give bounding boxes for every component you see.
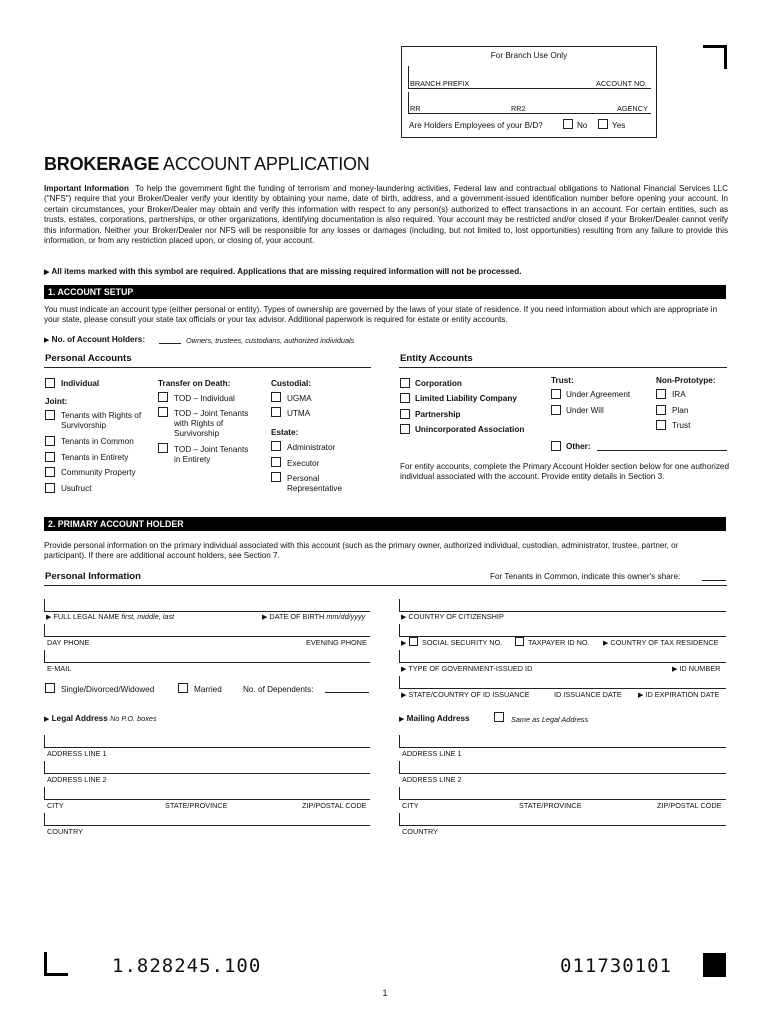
no-label: No bbox=[577, 121, 588, 130]
other-label: Other: bbox=[566, 442, 591, 451]
required-marker-icon: ▶ bbox=[44, 337, 50, 344]
legal-city-label[interactable]: CITY bbox=[47, 801, 64, 810]
legal-zip-label[interactable]: ZIP/POSTAL CODE bbox=[302, 801, 367, 810]
usufruct-label: Usufruct bbox=[61, 484, 92, 493]
community-property-checkbox[interactable] bbox=[45, 467, 55, 477]
plan-label: Plan bbox=[672, 406, 689, 415]
single-divorced-widowed-checkbox[interactable] bbox=[45, 683, 55, 693]
id-issuance-state-label: STATE/COUNTRY OF ID ISSUANCE bbox=[408, 690, 530, 699]
individual-label: Individual bbox=[61, 379, 100, 388]
personal-representative-checkbox[interactable] bbox=[271, 472, 281, 482]
administrator-checkbox[interactable] bbox=[271, 441, 281, 451]
id-number-label: ID NUMBER bbox=[679, 664, 721, 673]
ssn-field[interactable] bbox=[401, 638, 406, 648]
plan-checkbox[interactable] bbox=[656, 405, 666, 415]
id-number-field[interactable] bbox=[672, 664, 720, 674]
id-type-field[interactable] bbox=[401, 664, 532, 674]
important-information bbox=[44, 184, 728, 246]
country-of-citizenship-label: COUNTRY OF CITIZENSHIP bbox=[408, 612, 504, 621]
page-title-rest: ACCOUNT APPLICATION bbox=[159, 154, 370, 174]
required-marker-icon: ▶ bbox=[401, 614, 407, 621]
required-marker-icon: ▶ bbox=[401, 640, 407, 647]
individual-checkbox[interactable] bbox=[45, 378, 55, 388]
estate-label: Estate: bbox=[271, 428, 299, 437]
tod-joint-entirety-label: TOD – Joint Tenants in Entirety bbox=[174, 445, 249, 464]
required-marker-icon: ▶ bbox=[638, 692, 644, 699]
under-will-label: Under Will bbox=[566, 406, 604, 415]
id-expiration-date-field[interactable] bbox=[638, 690, 719, 700]
administrator-label: Administrator bbox=[287, 443, 336, 452]
partnership-checkbox[interactable] bbox=[400, 409, 410, 419]
required-marker-icon: ▶ bbox=[44, 269, 50, 276]
unincorporated-association-label: Unincorporated Association bbox=[415, 425, 525, 434]
tenants-in-entirety-label: Tenants in Entirety bbox=[61, 453, 129, 462]
holders-employees-no-checkbox[interactable] bbox=[563, 119, 573, 129]
required-marker-icon: ▶ bbox=[46, 614, 52, 621]
registration-mark bbox=[703, 953, 726, 977]
required-marker-icon: ▶ bbox=[44, 716, 50, 723]
email-label[interactable]: E-MAIL bbox=[47, 664, 72, 673]
same-as-legal-checkbox[interactable] bbox=[494, 712, 504, 722]
date-of-birth-hint: mm/dd/yyyy bbox=[326, 612, 366, 621]
important-text: To help the government fight the funding of terrorism and money-laundering activities, Federal law and contractual obligations to National Financial Services LLC ("NFS") require that your Broker/Dealer verify your identity by obtaining your name, date of birth, address, and a government-issued identification number before opening your account. In certain circumstances, your Broker/Dealer may obtain and verify this information with respect to any person(s) authorized to effect transactions in an account. For certain entities, such as trusts, estates, corporations, partnerships, or other organizations, identifying documentation is also required. Your account may be restricted and/or closed if your Broker/Dealer cannot verify this information. Neither your Broker/Dealer nor NFS will be responsible for any losses or damages (including, but not limited to, lost opportunities) resulting from any failure to provide this information, or from any restriction placed upon, or closing of, your account. bbox=[44, 184, 728, 246]
transfer-on-death-label: Transfer on Death: bbox=[158, 379, 231, 388]
joint-label: Joint: bbox=[45, 397, 68, 406]
personal-information-title: Personal Information bbox=[45, 571, 141, 582]
tod-joint-rights-checkbox[interactable] bbox=[158, 407, 168, 417]
id-issuance-state-field[interactable] bbox=[401, 690, 530, 700]
page-number: 1 bbox=[382, 988, 388, 998]
required-marker-icon: ▶ bbox=[603, 640, 609, 647]
account-holders-input[interactable] bbox=[159, 343, 181, 344]
date-of-birth-label: DATE OF BIRTH bbox=[269, 612, 325, 621]
country-tax-residence-label: COUNTRY OF TAX RESIDENCE bbox=[610, 638, 719, 647]
account-holders-note: Owners, trustees, custodians, authorized individuals bbox=[186, 336, 355, 345]
mailing-address-label: Mailing Address bbox=[406, 714, 470, 723]
usufruct-checkbox[interactable] bbox=[45, 483, 55, 493]
required-marker-icon: ▶ bbox=[399, 716, 405, 723]
ira-checkbox[interactable] bbox=[656, 389, 666, 399]
corner-mark-bottom-left bbox=[44, 952, 68, 976]
required-note-text: All items marked with this symbol are required. Applications that are missing required information will not be processed. bbox=[51, 267, 522, 276]
other-checkbox[interactable] bbox=[551, 441, 561, 451]
ira-label: IRA bbox=[672, 390, 686, 399]
same-as-legal-label: Same as Legal Address bbox=[511, 715, 589, 724]
id-type-label: TYPE OF GOVERNMENT-ISSUED ID bbox=[408, 664, 533, 673]
section1-intro: You must indicate an account type (either personal or entity). Types of ownership are governed by the laws of your state of residence. If you need information about which are appropriate in your state, please consult your state tax officials or your tax advisor. Additional paperwork is required for estate or entity accounts. bbox=[44, 305, 718, 325]
rr2-label: RR2 bbox=[511, 104, 526, 113]
ugma-checkbox[interactable] bbox=[271, 392, 281, 402]
tenants-rights-survivorship-checkbox[interactable] bbox=[45, 410, 55, 420]
personal-accounts-title: Personal Accounts bbox=[45, 353, 132, 364]
legal-address-line2-label[interactable]: ADDRESS LINE 2 bbox=[47, 775, 107, 784]
under-will-checkbox[interactable] bbox=[551, 405, 561, 415]
dependents-input[interactable] bbox=[325, 692, 369, 693]
full-legal-name-hint: first, middle, last bbox=[121, 612, 175, 621]
tenants-in-entirety-checkbox[interactable] bbox=[45, 452, 55, 462]
required-marker-icon: ▶ bbox=[401, 692, 407, 699]
utma-label: UTMA bbox=[287, 409, 311, 418]
account-holders-row bbox=[44, 335, 145, 346]
id-expiration-date-label: ID EXPIRATION DATE bbox=[645, 690, 720, 699]
ssn-label: SOCIAL SECURITY NO. bbox=[422, 638, 503, 647]
mailing-state-label[interactable]: STATE/PROVINCE bbox=[519, 801, 582, 810]
under-agreement-checkbox[interactable] bbox=[551, 389, 561, 399]
personal-representative-label: Personal Representative bbox=[287, 474, 343, 493]
corner-mark-top-right bbox=[703, 45, 727, 69]
section1-header: 1. ACCOUNT SETUP bbox=[44, 285, 726, 299]
section2-header: 2. PRIMARY ACCOUNT HOLDER bbox=[44, 517, 726, 531]
tod-individual-checkbox[interactable] bbox=[158, 392, 168, 402]
tod-joint-entirety-checkbox[interactable] bbox=[158, 443, 168, 453]
page-title bbox=[44, 153, 370, 175]
partnership-label: Partnership bbox=[415, 410, 461, 419]
corporation-label: Corporation bbox=[415, 379, 462, 388]
trust-title: Trust: bbox=[551, 376, 574, 385]
trust-label: Trust bbox=[672, 421, 691, 430]
unincorporated-association-checkbox[interactable] bbox=[400, 424, 410, 434]
llc-checkbox[interactable] bbox=[400, 393, 410, 403]
branch-use-title: For Branch Use Only bbox=[490, 51, 568, 60]
full-legal-name-field[interactable] bbox=[46, 612, 174, 622]
tenants-rights-survivorship-label: Tenants with Rights of Survivorship bbox=[61, 411, 142, 430]
corporation-checkbox[interactable] bbox=[400, 378, 410, 388]
form-code: 1.828245.100 bbox=[112, 955, 262, 977]
legal-address-label: Legal Address bbox=[51, 714, 108, 723]
share-input[interactable] bbox=[702, 580, 726, 581]
required-marker-icon: ▶ bbox=[262, 614, 268, 621]
legal-address-heading bbox=[44, 714, 157, 725]
mailing-address-line2-label[interactable]: ADDRESS LINE 2 bbox=[402, 775, 462, 784]
tenants-in-common-checkbox[interactable] bbox=[45, 436, 55, 446]
mailing-city-label[interactable]: CITY bbox=[402, 801, 419, 810]
entity-accounts-title: Entity Accounts bbox=[400, 353, 473, 364]
legal-country-label[interactable]: COUNTRY bbox=[47, 827, 83, 836]
required-note bbox=[44, 267, 522, 278]
entity-note: For entity accounts, complete the Primary Account Holder section below for one authorized individual associated with the account. Provide entity details in Section 3. bbox=[400, 462, 730, 481]
ssn-checkbox[interactable] bbox=[409, 637, 418, 646]
id-issuance-date-label[interactable]: ID ISSUANCE DATE bbox=[554, 690, 622, 699]
important-label: Important Information bbox=[44, 184, 129, 193]
section2-intro: Provide personal information on the primary individual associated with this account (such as the primary owner, authorized individual, custodian, administrator, trustee, partner, or participant). If there are additional account holders, see Section 7. bbox=[44, 541, 679, 561]
account-no-label: ACCOUNT NO. bbox=[596, 79, 647, 88]
under-agreement-label: Under Agreement bbox=[566, 390, 631, 399]
single-divorced-widowed-label: Single/Divorced/Widowed bbox=[61, 685, 155, 694]
no-po-boxes-note: No P.O. boxes bbox=[110, 714, 157, 723]
llc-label: Limited Liability Company bbox=[415, 394, 517, 403]
holders-employees-yes-checkbox[interactable] bbox=[598, 119, 608, 129]
holders-employees-question: Are Holders Employees of your B/D? bbox=[409, 121, 543, 130]
branch-prefix-label: BRANCH PREFIX bbox=[410, 79, 470, 88]
mailing-address-line1-label[interactable]: ADDRESS LINE 1 bbox=[402, 749, 462, 758]
required-marker-icon: ▶ bbox=[672, 666, 678, 673]
barcode-number: 011730101 bbox=[560, 955, 672, 977]
share-note: For Tenants in Common, indicate this owner's share: bbox=[490, 572, 681, 581]
full-legal-name-label: FULL LEGAL NAME bbox=[53, 612, 120, 621]
legal-address-line1-label[interactable]: ADDRESS LINE 1 bbox=[47, 749, 107, 758]
tod-joint-rights-label: TOD – Joint Tenants with Rights of Survivorship bbox=[174, 409, 249, 438]
executor-checkbox[interactable] bbox=[271, 457, 281, 467]
mailing-zip-label[interactable]: ZIP/POSTAL CODE bbox=[657, 801, 722, 810]
non-prototype-title: Non-Prototype: bbox=[656, 376, 716, 385]
tod-individual-label: TOD – Individual bbox=[174, 394, 235, 403]
taxpayer-id-label: TAXPAYER ID NO. bbox=[528, 638, 590, 647]
country-tax-residence-field[interactable] bbox=[603, 638, 719, 648]
agency-label: AGENCY bbox=[617, 104, 648, 113]
ugma-label: UGMA bbox=[287, 394, 312, 403]
rr-label: RR bbox=[410, 104, 421, 113]
utma-checkbox[interactable] bbox=[271, 407, 281, 417]
evening-phone-label[interactable]: EVENING PHONE bbox=[306, 638, 367, 647]
tenants-in-common-label: Tenants in Common bbox=[61, 437, 134, 446]
taxpayer-id-checkbox[interactable] bbox=[515, 637, 524, 646]
executor-label: Executor bbox=[287, 459, 320, 468]
required-marker-icon: ▶ bbox=[401, 666, 407, 673]
date-of-birth-field[interactable] bbox=[262, 612, 365, 622]
married-label: Married bbox=[194, 685, 222, 694]
custodial-label: Custodial: bbox=[271, 379, 312, 388]
dependents-label: No. of Dependents: bbox=[243, 685, 314, 694]
account-holders-label: No. of Account Holders: bbox=[51, 335, 146, 344]
married-checkbox[interactable] bbox=[178, 683, 188, 693]
community-property-label: Community Property bbox=[61, 468, 136, 477]
country-of-citizenship-field[interactable] bbox=[401, 612, 504, 622]
mailing-address-heading bbox=[399, 714, 470, 725]
mailing-country-label[interactable]: COUNTRY bbox=[402, 827, 438, 836]
other-input[interactable] bbox=[597, 450, 727, 451]
yes-label: Yes bbox=[612, 121, 626, 130]
legal-state-label[interactable]: STATE/PROVINCE bbox=[165, 801, 228, 810]
trust-checkbox[interactable] bbox=[656, 420, 666, 430]
page-title-bold: BROKERAGE bbox=[44, 154, 160, 174]
day-phone-label[interactable]: DAY PHONE bbox=[47, 638, 90, 647]
